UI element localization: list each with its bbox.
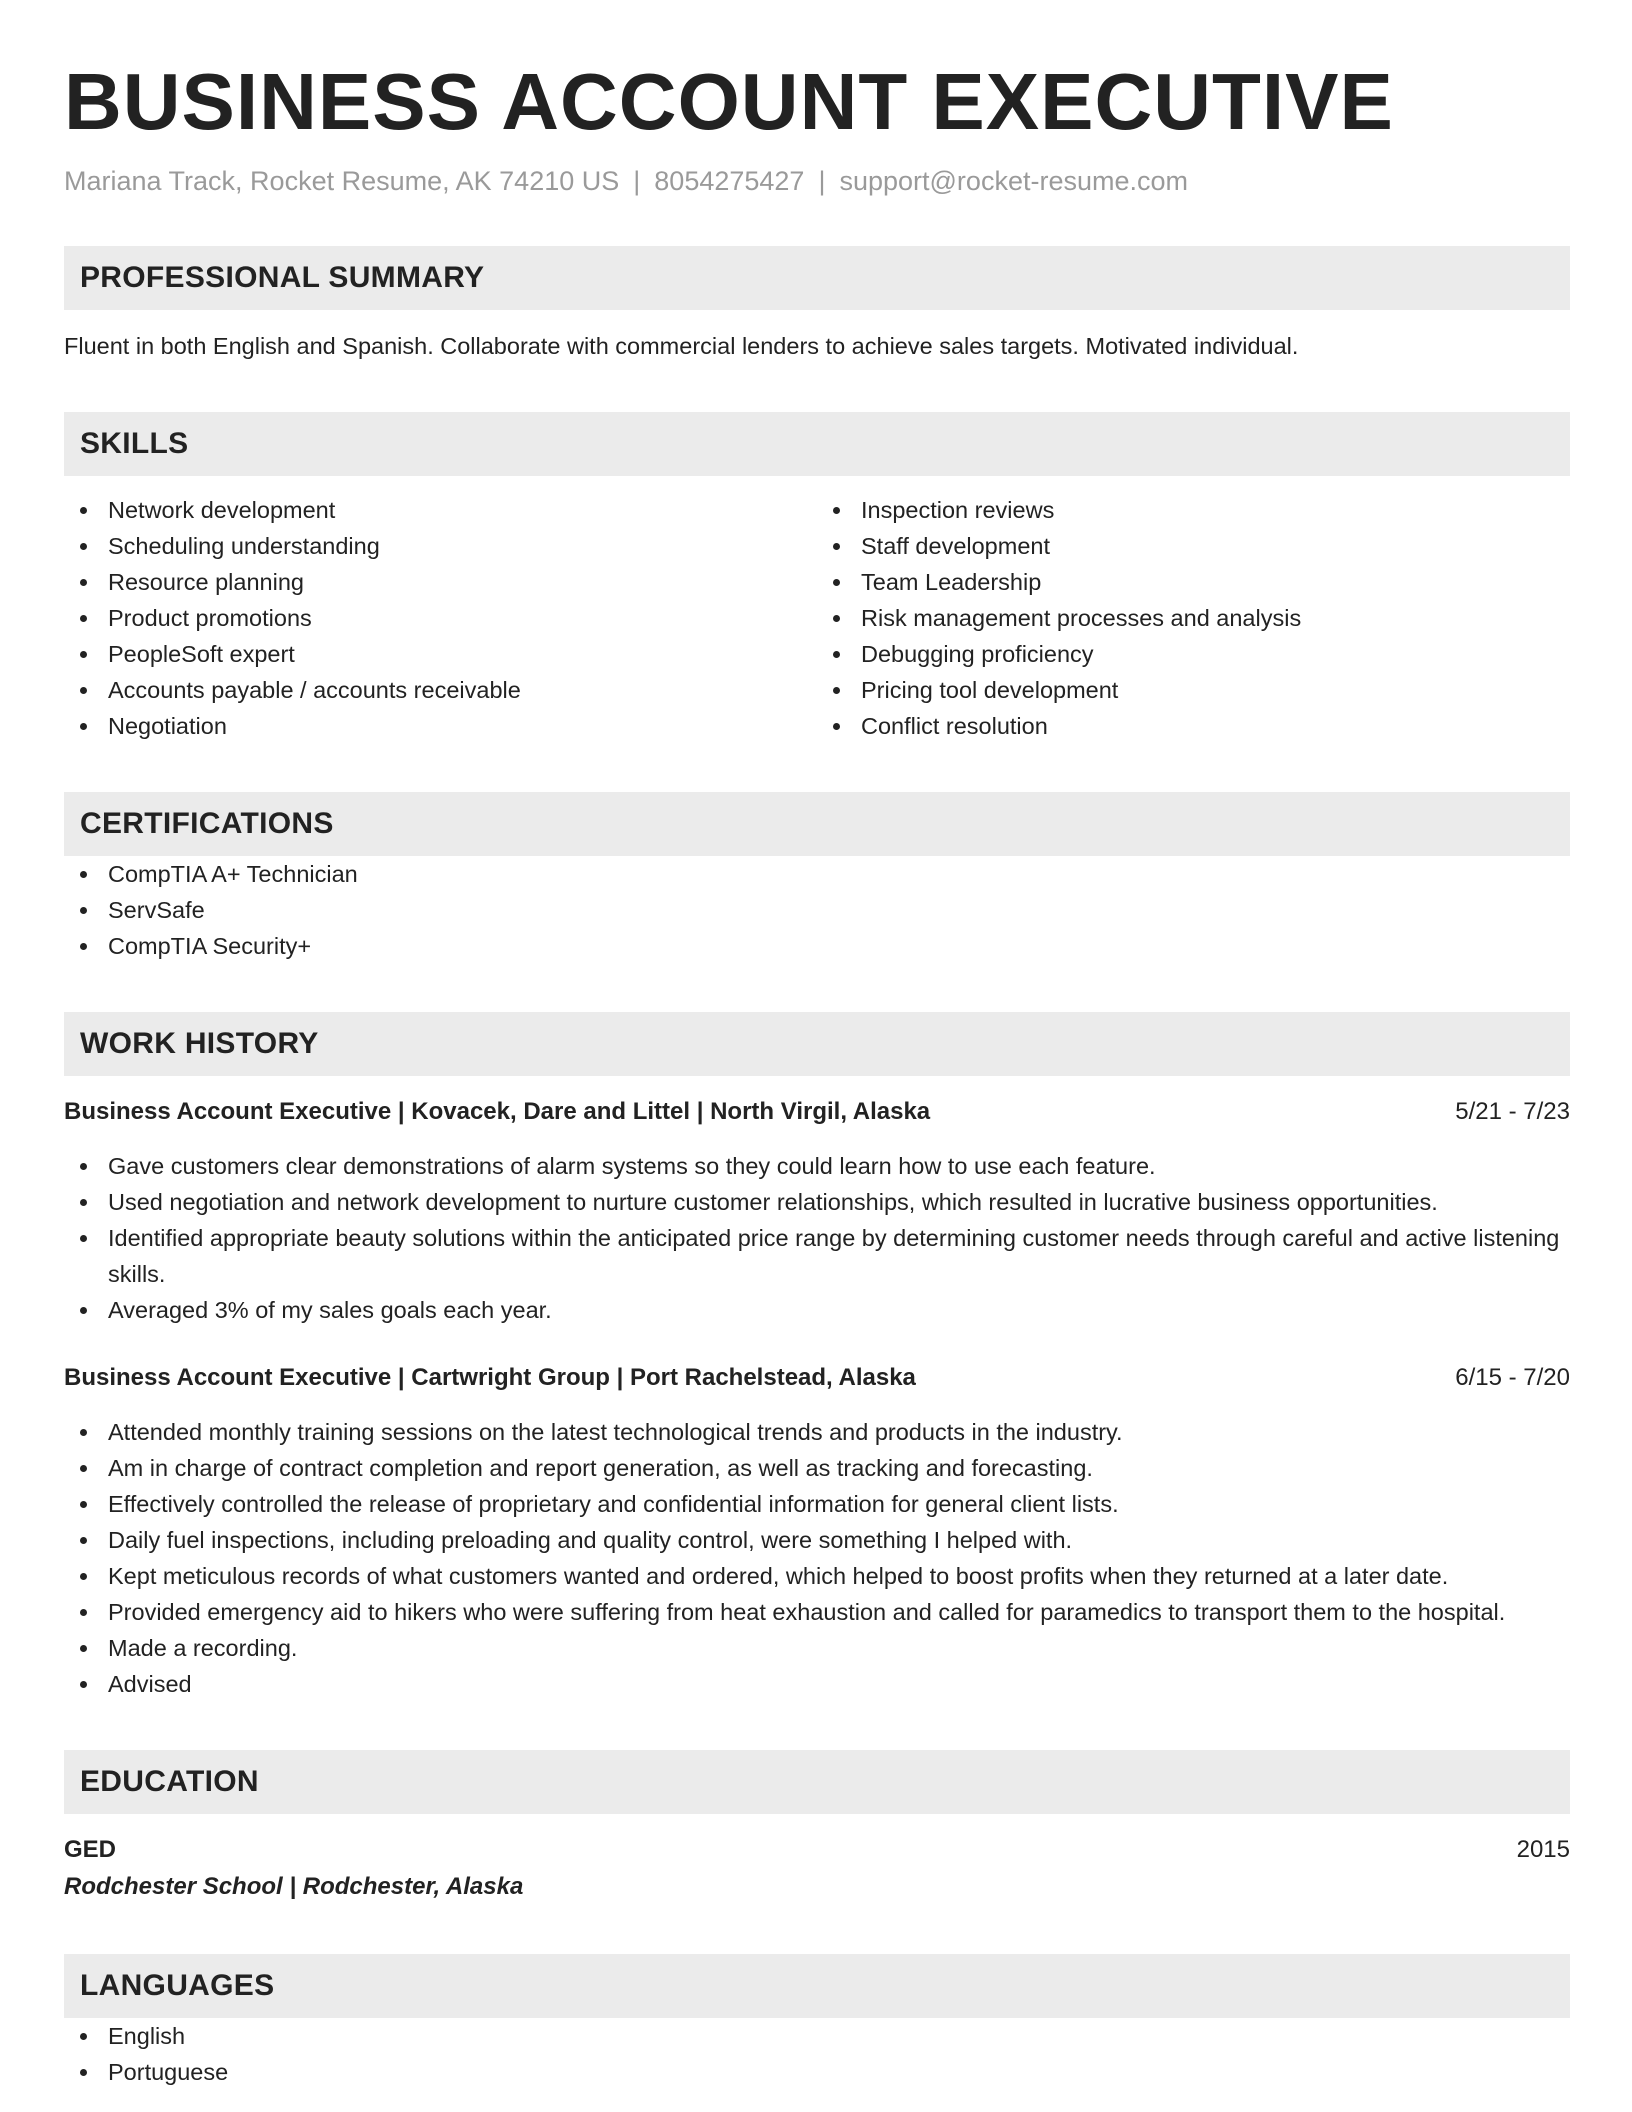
- job-entry: [64, 1360, 1570, 1702]
- certifications-section: [64, 792, 1570, 964]
- job-bullet: [64, 1292, 1570, 1328]
- certification-text: CompTIA Security+: [108, 933, 312, 959]
- job-bullet-text: Am in charge of contract completion and report generation, as well as tracking and forecasting.: [108, 1455, 1093, 1481]
- work-history-heading: WORK HISTORY: [64, 1012, 1570, 1076]
- skill-item: [817, 528, 1570, 564]
- contact-address: Mariana Track, Rocket Resume, AK 74210 US: [64, 166, 620, 196]
- bullet-icon: [833, 543, 840, 550]
- education-school: Rodchester School | Rodchester, Alaska: [64, 1873, 524, 1900]
- bullet-icon: [80, 1429, 87, 1436]
- bullet-icon: [80, 579, 87, 586]
- bullet-icon: [833, 615, 840, 622]
- bullet-icon: [80, 2033, 87, 2040]
- languages-section: [64, 1954, 1570, 2090]
- skill-text: Resource planning: [108, 569, 304, 595]
- skill-text: Pricing tool development: [861, 677, 1119, 703]
- job-bullet-text: Made a recording.: [108, 1635, 298, 1661]
- skill-text: Team Leadership: [861, 569, 1042, 595]
- skill-text: PeopleSoft expert: [108, 641, 295, 667]
- summary-heading: PROFESSIONAL SUMMARY: [64, 246, 1570, 310]
- job-bullet: [64, 1486, 1570, 1522]
- skills-column-left: [64, 492, 817, 744]
- job-bullet-text: Attended monthly training sessions on the latest technological trends and products in the industry.: [108, 1419, 1123, 1445]
- education-section: [64, 1750, 1570, 1906]
- bullet-icon: [80, 1609, 87, 1616]
- bullet-icon: [80, 1645, 87, 1652]
- skill-text: Product promotions: [108, 605, 312, 631]
- skill-item: [817, 600, 1570, 636]
- bullet-icon: [80, 1537, 87, 1544]
- job-bullet-text: Daily fuel inspections, including preloading and quality control, were something I helped with.: [108, 1527, 1073, 1553]
- job-dates: 6/15 - 7/20: [1455, 1364, 1570, 1391]
- job-entry: [64, 1094, 1570, 1328]
- contact-email: support@rocket-resume.com: [839, 166, 1188, 196]
- bullet-icon: [80, 687, 87, 694]
- certifications-heading: CERTIFICATIONS: [64, 792, 1570, 856]
- language-item: [64, 2054, 1570, 2090]
- job-title: Business Account Executive | Kovacek, Dare and Littel | North Virgil, Alaska: [64, 1098, 931, 1125]
- bullet-icon: [80, 1681, 87, 1688]
- resume-page: [64, 58, 1570, 2090]
- skills-list-right: [817, 492, 1570, 744]
- skill-text: Conflict resolution: [861, 713, 1048, 739]
- bullet-icon: [80, 1235, 87, 1242]
- job-bullet-text: Effectively controlled the release of proprietary and confidential information for general client lists.: [108, 1491, 1119, 1517]
- certification-item: [64, 928, 1570, 964]
- job-bullet: [64, 1558, 1570, 1594]
- certification-item: [64, 856, 1570, 892]
- bullet-icon: [80, 507, 87, 514]
- skill-item: [817, 564, 1570, 600]
- bullet-icon: [833, 687, 840, 694]
- bullet-icon: [833, 507, 840, 514]
- job-bullet: [64, 1666, 1570, 1702]
- contact-phone: 8054275427: [654, 166, 805, 196]
- certifications-list: [64, 856, 1570, 964]
- job-header: [64, 1360, 1570, 1396]
- skill-item: [64, 708, 817, 744]
- bullet-icon: [80, 1465, 87, 1472]
- contact-line: [64, 164, 1570, 198]
- languages-heading: LANGUAGES: [64, 1954, 1570, 2018]
- skill-text: Inspection reviews: [861, 497, 1055, 523]
- job-bullet-text: Provided emergency aid to hikers who were suffering from heat exhaustion and called for paramedics to transport them to the hospital.: [108, 1599, 1506, 1625]
- skill-item: [817, 636, 1570, 672]
- skill-text: Accounts payable / accounts receivable: [108, 677, 521, 703]
- job-bullet: [64, 1630, 1570, 1666]
- skills-column-right: [817, 492, 1570, 744]
- summary-text: Fluent in both English and Spanish. Collaborate with commercial lenders to achieve sales targets. Motivated individual.: [64, 333, 1299, 359]
- job-title: Business Account Executive | Cartwright Group | Port Rachelstead, Alaska: [64, 1364, 916, 1391]
- summary-section: [64, 246, 1570, 364]
- education-heading: EDUCATION: [64, 1750, 1570, 1814]
- skills-list-left: [64, 492, 817, 744]
- skill-text: Scheduling understanding: [108, 533, 380, 559]
- skill-text: Network development: [108, 497, 336, 523]
- skill-item: [64, 528, 817, 564]
- bullet-icon: [80, 907, 87, 914]
- skills-heading: SKILLS: [64, 412, 1570, 476]
- education-year: 2015: [1516, 1836, 1570, 1863]
- work-history-section: [64, 1012, 1570, 1702]
- bullet-icon: [80, 1199, 87, 1206]
- skill-item: [64, 600, 817, 636]
- bullet-icon: [80, 1501, 87, 1508]
- job-bullets: [64, 1148, 1570, 1328]
- bullet-icon: [80, 1573, 87, 1580]
- certification-text: ServSafe: [108, 897, 205, 923]
- job-header: [64, 1094, 1570, 1130]
- skill-item: [817, 492, 1570, 528]
- job-bullet: [64, 1148, 1570, 1184]
- job-bullet-text: Used negotiation and network development to nurture customer relationships, which resulted in lucrative business opportunities.: [108, 1189, 1438, 1215]
- bullet-icon: [80, 871, 87, 878]
- job-bullet: [64, 1450, 1570, 1486]
- education-degree: GED: [64, 1836, 117, 1863]
- skill-text: Risk management processes and analysis: [861, 605, 1302, 631]
- language-item: [64, 2018, 1570, 2054]
- certification-text: CompTIA A+ Technician: [108, 861, 358, 887]
- bullet-icon: [833, 651, 840, 658]
- contact-separator: |: [633, 166, 641, 196]
- skill-item: [64, 636, 817, 672]
- certification-item: [64, 892, 1570, 928]
- job-bullet: [64, 1220, 1570, 1292]
- job-bullet-text: Advised: [108, 1671, 192, 1697]
- bullet-icon: [80, 943, 87, 950]
- job-bullet: [64, 1184, 1570, 1220]
- bullet-icon: [80, 2069, 87, 2076]
- bullet-icon: [80, 1163, 87, 1170]
- bullet-icon: [80, 543, 87, 550]
- skills-section: [64, 412, 1570, 744]
- job-bullet-text: Kept meticulous records of what customers wanted and ordered, which helped to boost profits when they returned at a later date.: [108, 1563, 1449, 1589]
- skill-text: Debugging proficiency: [861, 641, 1094, 667]
- language-text: Portuguese: [108, 2059, 229, 2085]
- skill-item: [64, 564, 817, 600]
- job-bullet-text: Gave customers clear demonstrations of alarm systems so they could learn how to use each feature.: [108, 1153, 1156, 1179]
- resume-title: BUSINESS ACCOUNT EXECUTIVE: [64, 57, 1394, 146]
- skill-item: [817, 672, 1570, 708]
- skill-item: [64, 672, 817, 708]
- contact-separator: |: [818, 166, 826, 196]
- job-dates: 5/21 - 7/23: [1455, 1098, 1570, 1125]
- skill-text: Negotiation: [108, 713, 227, 739]
- job-bullet: [64, 1414, 1570, 1450]
- languages-list: [64, 2018, 1570, 2090]
- job-bullet-text: Identified appropriate beauty solutions within the anticipated price range by determining customer needs through careful and active listening skills.: [108, 1225, 1560, 1287]
- job-bullet: [64, 1594, 1570, 1630]
- bullet-icon: [80, 615, 87, 622]
- job-bullet-text: Averaged 3% of my sales goals each year.: [108, 1297, 552, 1323]
- bullet-icon: [80, 651, 87, 658]
- language-text: English: [108, 2023, 186, 2049]
- education-header: [64, 1832, 1570, 1868]
- skill-item: [817, 708, 1570, 744]
- bullet-icon: [80, 1307, 87, 1314]
- skills-columns: [64, 492, 1570, 744]
- bullet-icon: [833, 579, 840, 586]
- job-bullets: [64, 1414, 1570, 1702]
- skill-text: Staff development: [861, 533, 1050, 559]
- skill-item: [64, 492, 817, 528]
- bullet-icon: [80, 723, 87, 730]
- bullet-icon: [833, 723, 840, 730]
- job-bullet: [64, 1522, 1570, 1558]
